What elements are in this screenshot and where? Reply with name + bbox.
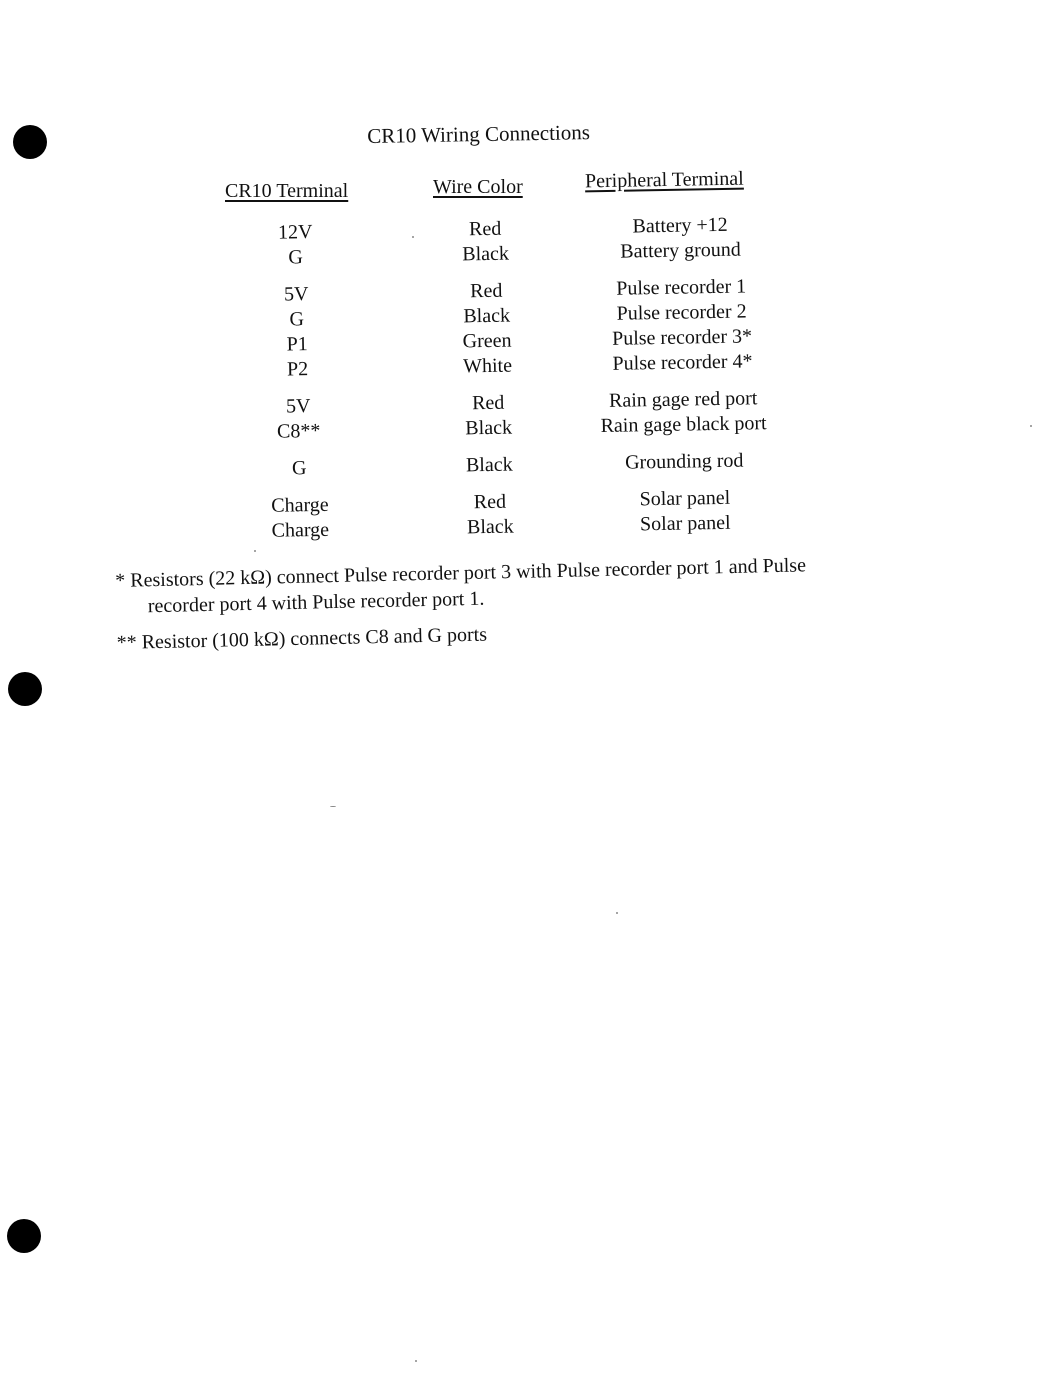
cell-peripheral-terminal: Pulse recorder 3* (611, 325, 753, 350)
cell-peripheral-terminal: Battery +12 (632, 213, 728, 238)
footnote-line: * Resistors (22 kΩ) connect Pulse recorder port 3 with Pulse recorder port 1 and Pulse (115, 554, 807, 592)
cell-wire-color: Black (462, 242, 510, 266)
connection-group (204, 447, 804, 482)
wiring-table (200, 212, 806, 557)
connection-group (203, 386, 804, 446)
cell-cr10-terminal: C8** (276, 419, 321, 443)
cell-peripheral-terminal: Rain gage black port (600, 412, 767, 438)
cell-peripheral-terminal: Rain gage red port (608, 387, 758, 412)
punch-hole-bottom (7, 1219, 41, 1253)
cell-cr10-terminal: G (289, 308, 305, 331)
cell-cr10-terminal: G (291, 457, 307, 480)
scan-speck (415, 1360, 417, 1362)
connection-group (205, 484, 806, 544)
footnote-line: recorder port 4 with Pulse recorder port 1. (147, 587, 485, 618)
cell-cr10-terminal: Charge (271, 493, 329, 517)
connection-group (200, 212, 801, 272)
cell-peripheral-terminal: Battery ground (620, 238, 742, 263)
cell-wire-color: Green (462, 329, 512, 353)
cell-wire-color: Red (468, 217, 502, 241)
scan-speck (1030, 425, 1032, 427)
cell-wire-color: Black (466, 515, 514, 539)
footnote-resistor-100k: ** Resistor (100 kΩ) connects C8 and G ports (116, 623, 488, 654)
cell-peripheral-terminal: Solar panel (639, 486, 731, 511)
connection-group (201, 274, 803, 384)
page-title: CR10 Wiring Connections (367, 120, 591, 148)
scan-speck (254, 550, 256, 552)
cell-wire-color: White (462, 354, 513, 378)
cell-cr10-terminal: 5V (283, 283, 309, 306)
cell-cr10-terminal: 12V (277, 221, 313, 244)
cell-cr10-terminal: P1 (286, 333, 308, 356)
cell-wire-color: Black (465, 416, 513, 440)
header-wire-color: Wire Color (433, 176, 523, 198)
header-cr10-terminal: CR10 Terminal (225, 180, 349, 202)
cell-wire-color: Red (473, 490, 507, 514)
cell-peripheral-terminal: Solar panel (639, 511, 731, 536)
cell-peripheral-terminal: Pulse recorder 1 (616, 275, 747, 300)
cell-wire-color: Black (465, 453, 513, 477)
cell-cr10-terminal: Charge (271, 518, 330, 542)
cell-wire-color: Black (463, 304, 511, 328)
footnotes (115, 551, 877, 666)
cell-cr10-terminal: 5V (285, 395, 311, 418)
punch-hole-middle (8, 672, 42, 706)
cell-cr10-terminal: G (288, 246, 304, 269)
cell-peripheral-terminal: Grounding rod (624, 449, 744, 474)
cell-peripheral-terminal: Pulse recorder 4* (612, 350, 753, 375)
footnote-resistors-22k (115, 551, 876, 620)
cell-cr10-terminal: P2 (286, 358, 309, 381)
cell-wire-color: Red (471, 391, 505, 415)
table-row (204, 447, 804, 482)
header-peripheral-terminal: Peripheral Terminal (584, 167, 744, 193)
cell-wire-color: Red (469, 279, 503, 303)
scan-speck (330, 806, 336, 807)
cell-peripheral-terminal: Pulse recorder 2 (616, 300, 747, 325)
scan-speck (412, 236, 414, 238)
scan-speck (616, 912, 618, 914)
punch-hole-top (13, 125, 47, 159)
